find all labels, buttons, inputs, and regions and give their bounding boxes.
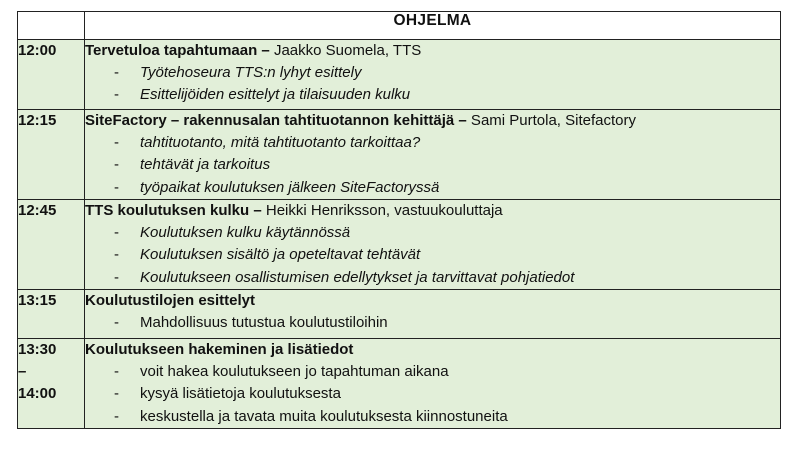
header-empty-cell [18, 12, 85, 40]
content-cell [85, 339, 781, 429]
session-items [85, 62, 780, 106]
session-title: SiteFactory – rakennusalan tahtituotannon kehittäjä – Sami Purtola, Sitefactory [85, 112, 636, 129]
list-item: - Koulutukseen osallistumisen edellytykset ja tarvittavat pohjatiedot [114, 268, 575, 286]
session-items [85, 132, 780, 199]
session-items [85, 312, 780, 334]
list-item: - työpaikat koulutuksen jälkeen SiteFactoryssä [114, 178, 440, 196]
time-separator: – [18, 363, 27, 381]
session-title: Koulutukseen hakeminen ja lisätiedot [85, 341, 354, 358]
time-start: 13:30 [18, 341, 57, 358]
list-item: - Koulutuksen sisältö ja opeteltavat tehtävät [114, 246, 421, 264]
time-end: 14:00 [18, 385, 57, 403]
program-title: OHJELMA [85, 12, 781, 40]
list-item: - Esittelijöiden esittelyt ja tilaisuuden kulku [114, 86, 411, 104]
session-title: Tervetuloa tapahtumaan – Jaakko Suomela, TTS [85, 42, 422, 59]
time-cell: 12:45 [18, 200, 85, 290]
program-row-1215 [18, 110, 781, 200]
program-row-1330 [18, 339, 781, 429]
program-row-1200 [18, 40, 781, 110]
program-row-1315 [18, 290, 781, 339]
list-item: - Työtehoseura TTS:n lyhyt esittely [114, 64, 362, 82]
session-items [85, 361, 780, 428]
session-title: Koulutustilojen esittelyt [85, 292, 256, 309]
list-item: - kysyä lisätietoja koulutuksesta [114, 385, 341, 403]
list-item: - keskustella ja tavata muita koulutuksesta kiinnostuneita [114, 407, 508, 425]
time-cell: 13:15 [18, 290, 85, 339]
program-table [17, 11, 781, 429]
session-items [85, 222, 780, 289]
time-cell: 12:00 [18, 40, 85, 110]
session-title: TTS koulutuksen kulku – Heikki Henriksson, vastuukouluttaja [85, 202, 503, 219]
list-item: - Koulutuksen kulku käytännössä [114, 224, 351, 242]
program-row-1245 [18, 200, 781, 290]
list-item: - tehtävät ja tarkoitus [114, 156, 271, 174]
content-cell [85, 290, 781, 339]
content-cell [85, 40, 781, 110]
content-cell [85, 110, 781, 200]
time-cell [18, 339, 85, 429]
content-cell [85, 200, 781, 290]
time-cell: 12:15 [18, 110, 85, 200]
list-item: - voit hakea koulutukseen jo tapahtuman aikana [114, 363, 449, 381]
list-item: - tahtituotanto, mitä tahtituotanto tarkoittaa? [114, 134, 421, 152]
list-item: - Mahdollisuus tutustua koulutustiloihin [114, 314, 388, 332]
